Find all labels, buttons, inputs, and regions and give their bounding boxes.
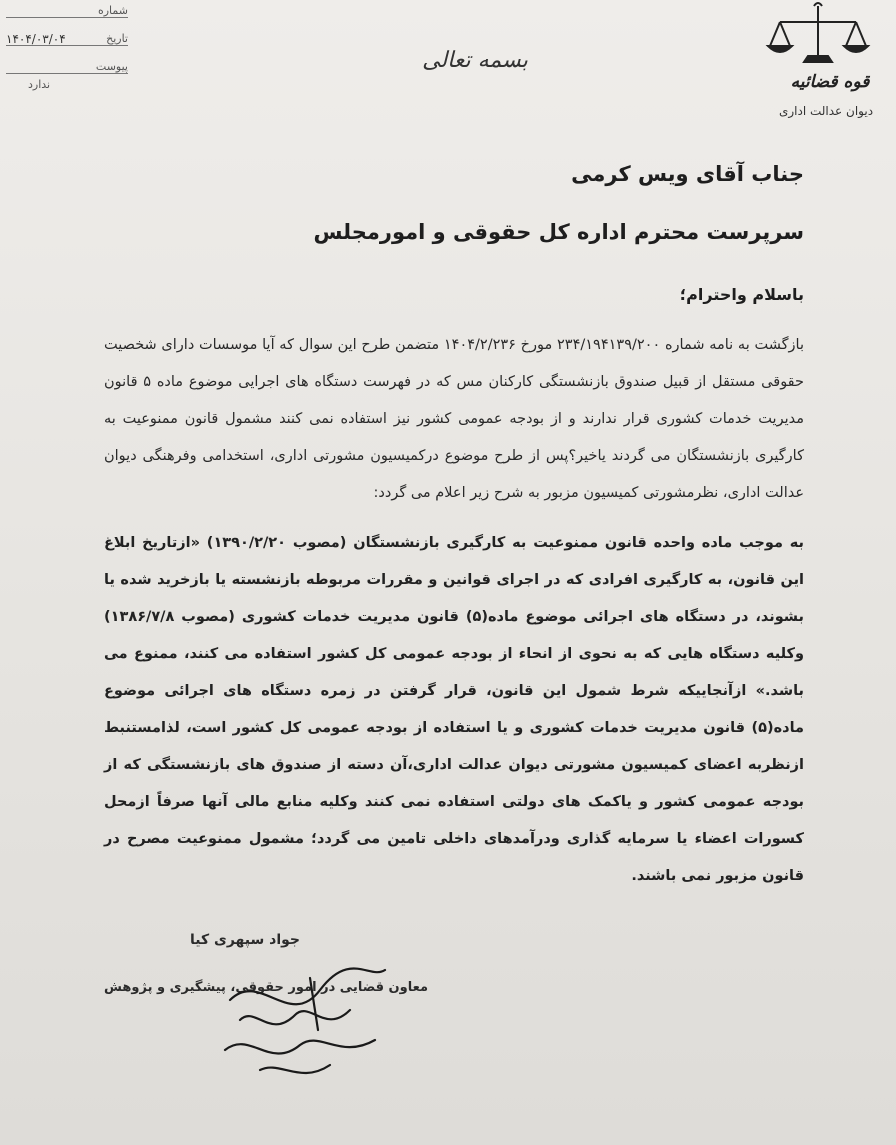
number-label: شماره [97,4,128,17]
paragraph-2: به موجب ماده واحده قانون ممنوعیت به کارگیری بازنشستگان (مصوب ۱۳۹۰/۲/۲۰) «ازتاریخ ابلاغ این قانون، به کارگیری افرادی که در اجرای قوانین و مقررات مربوطه بازنشسته یا بازخرید شده یا بشوند، در دستگاه های اجرائی موضوع ماده(۵) قانون مدیریت خدمات کشوری (مصوب ۱۳۸۶/۷/۸) وکلیه دستگاه هایی که به نحوی از انحاء از بودجه عمومی کل کشور استفاده می کنند، ممنوع می باشد.» ازآنجاییکه شرط شمول این قانون، قرار گرفتن در زمره دستگاه های اجرائی موضوع ماده(۵) قانون مدیریت خدمات کشوری و یا استفاده از بودجه عمومی کل کشور است، لذامستنبط ازنظربه اعضای کمیسیون مشورتی دیوان عدالت اداری،آن دسته از صندوق های بازنشستگی که از بودجه عمومی کشور و یاکمک های دولتی استفاده نمی کنند وکلیه منابع مالی آنها صرفاً ازمحل کسورات اعضاء یا سرمایه گذاری ودرآمدهای داخلی تامین می گردد؛ مشمول ممنوعیت مصرح در قانون مزبور نمی باشند. [104,535,805,884]
number-row [6,0,156,28]
attachment-line [6,73,128,74]
date-value: ۱۴۰۴/۰۳/۰۴ [6,32,66,46]
letter-meta [6,0,156,91]
greeting: باسلام واحترام؛ [679,285,804,304]
logo-title: قوه قضائیه [790,72,870,92]
attachment-value: ندارد [28,78,51,91]
logo-subtitle: دیوان عدالت اداری [778,104,874,118]
signer-title: معاون قضایی در امور حقوقی، پیشگیری و پژوهش [104,980,428,995]
date-line [6,45,128,46]
recipient: جناب آقای ویس کرمی [571,162,804,186]
number-line [6,17,128,18]
date-label: تاریخ [106,32,128,45]
date-row [6,28,156,56]
invocation: بسمه تعالی [422,48,528,73]
paragraph-1: بازگشت به نامه شماره ۲۳۴/۱۹۴۱۳۹/۲۰۰ مورخ ۱۴۰۴/۲/۲۳۶ متضمن طرح این سوال که آیا موسسات دارای شخصیت حقوقی مستقل از قبیل صندوق بازنشستگی کارکنان مس که در فهرست دستگاه های اجرایی موضوع ماده ۵ قانون مدیریت خدمات کشوری قرار ندارند و از بودجه عمومی کشور نیز استفاده نمی کنند مشمول قانون ممنوعیت به کارگیری بازنشستگان می گردند یاخیر؟پس از طرح موضوع درکمیسیون مشورتی اداری، استخدامی وفرهنگی دیوان عدالت اداری، نظرمشورتی کمیسیون مزبور به شرح زیر اعلام می گردد: [104,337,804,501]
recipient-title: سرپرست محترم اداره کل حقوقی و امورمجلس [313,220,804,244]
signer-name: جواد سپهری کیا [190,932,300,948]
attachment-label: پیوست [95,60,128,73]
handwritten-signature-icon [200,960,400,1090]
